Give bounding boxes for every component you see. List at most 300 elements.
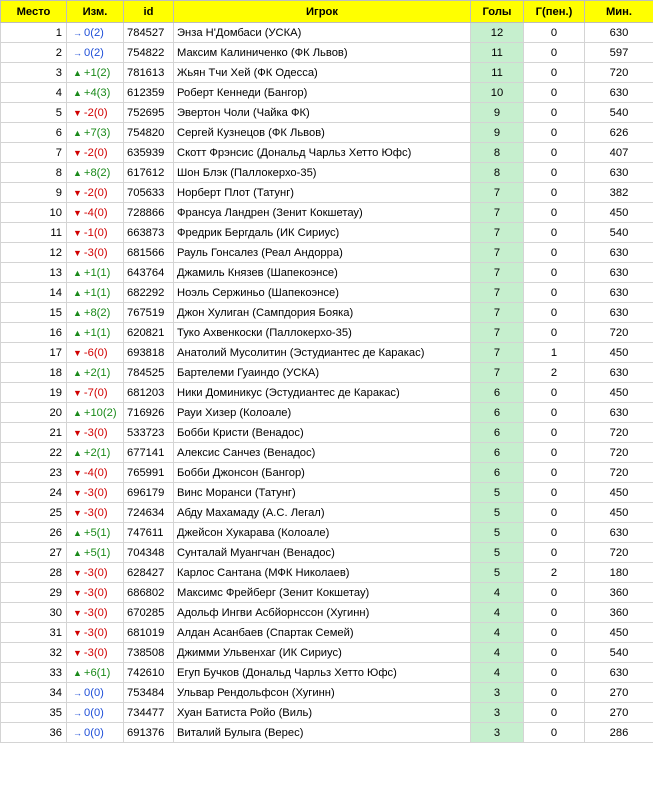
player-cell[interactable]: Анатолий Мусолитин (Эстудиантес де Каракас)	[174, 343, 471, 363]
table-row[interactable]	[1, 363, 653, 383]
minutes-cell[interactable]: 360	[585, 583, 653, 603]
change-cell[interactable]	[67, 383, 124, 403]
player-cell[interactable]: Эвертон Чоли (Чайка ФК)	[174, 103, 471, 123]
player-cell[interactable]: Джейсон Хукарава (Колоале)	[174, 523, 471, 543]
place-cell[interactable]: 12	[1, 243, 67, 263]
place-cell[interactable]: 35	[1, 703, 67, 723]
minutes-cell[interactable]: 180	[585, 563, 653, 583]
goals-cell[interactable]: 10	[471, 83, 524, 103]
penalty-goals-cell[interactable]: 0	[524, 323, 585, 343]
penalty-goals-cell[interactable]: 0	[524, 143, 585, 163]
player-cell[interactable]: Ульвар Рендольфсон (Хугинн)	[174, 683, 471, 703]
place-cell[interactable]: 31	[1, 623, 67, 643]
penalty-goals-cell[interactable]: 0	[524, 183, 585, 203]
penalty-goals-cell[interactable]: 0	[524, 643, 585, 663]
penalty-goals-cell[interactable]: 0	[524, 263, 585, 283]
penalty-goals-cell[interactable]: 0	[524, 63, 585, 83]
goals-cell[interactable]: 3	[471, 703, 524, 723]
penalty-goals-cell[interactable]: 0	[524, 163, 585, 183]
table-row[interactable]	[1, 423, 653, 443]
goals-cell[interactable]: 7	[471, 303, 524, 323]
table-row[interactable]	[1, 183, 653, 203]
goals-cell[interactable]: 5	[471, 523, 524, 543]
goals-cell[interactable]: 5	[471, 543, 524, 563]
goals-cell[interactable]: 7	[471, 183, 524, 203]
minutes-cell[interactable]: 382	[585, 183, 653, 203]
change-cell[interactable]	[67, 283, 124, 303]
player-cell[interactable]: Сунталай Муангчан (Венадос)	[174, 543, 471, 563]
place-cell[interactable]: 9	[1, 183, 67, 203]
player-cell[interactable]: Алдан Асанбаев (Спартак Семей)	[174, 623, 471, 643]
table-row[interactable]	[1, 443, 653, 463]
id-cell[interactable]: 781613	[124, 63, 174, 83]
table-row[interactable]	[1, 143, 653, 163]
minutes-cell[interactable]: 720	[585, 443, 653, 463]
minutes-cell[interactable]: 270	[585, 703, 653, 723]
table-row[interactable]	[1, 643, 653, 663]
minutes-cell[interactable]: 450	[585, 203, 653, 223]
header-player[interactable]: Игрок	[174, 1, 471, 23]
change-cell[interactable]	[67, 643, 124, 663]
player-cell[interactable]: Джон Хулиган (Сампдория Бояка)	[174, 303, 471, 323]
table-row[interactable]	[1, 563, 653, 583]
minutes-cell[interactable]: 720	[585, 323, 653, 343]
player-cell[interactable]: Егуп Бучков (Дональд Чарльз Хетто Юфс)	[174, 663, 471, 683]
minutes-cell[interactable]: 720	[585, 63, 653, 83]
player-cell[interactable]: Энза Н'Домбаси (УСКА)	[174, 23, 471, 43]
penalty-goals-cell[interactable]: 0	[524, 283, 585, 303]
penalty-goals-cell[interactable]: 0	[524, 403, 585, 423]
id-cell[interactable]: 670285	[124, 603, 174, 623]
id-cell[interactable]: 753484	[124, 683, 174, 703]
minutes-cell[interactable]: 630	[585, 163, 653, 183]
place-cell[interactable]: 6	[1, 123, 67, 143]
penalty-goals-cell[interactable]: 0	[524, 543, 585, 563]
place-cell[interactable]: 32	[1, 643, 67, 663]
minutes-cell[interactable]: 597	[585, 43, 653, 63]
id-cell[interactable]: 677141	[124, 443, 174, 463]
change-cell[interactable]	[67, 323, 124, 343]
change-cell[interactable]	[67, 583, 124, 603]
place-cell[interactable]: 20	[1, 403, 67, 423]
player-cell[interactable]: Норберт Плот (Татунг)	[174, 183, 471, 203]
player-cell[interactable]: Роберт Кеннеди (Бангор)	[174, 83, 471, 103]
place-cell[interactable]: 5	[1, 103, 67, 123]
player-cell[interactable]: Алексис Санчез (Венадос)	[174, 443, 471, 463]
place-cell[interactable]: 24	[1, 483, 67, 503]
penalty-goals-cell[interactable]: 0	[524, 703, 585, 723]
player-cell[interactable]: Жьян Тчи Хей (ФК Одесса)	[174, 63, 471, 83]
minutes-cell[interactable]: 626	[585, 123, 653, 143]
player-cell[interactable]: Рауль Гонсалез (Реал Андорра)	[174, 243, 471, 263]
id-cell[interactable]: 682292	[124, 283, 174, 303]
penalty-goals-cell[interactable]: 0	[524, 523, 585, 543]
goals-cell[interactable]: 8	[471, 163, 524, 183]
table-row[interactable]	[1, 263, 653, 283]
header-change[interactable]: Изм.	[67, 1, 124, 23]
place-cell[interactable]: 13	[1, 263, 67, 283]
goals-cell[interactable]: 11	[471, 63, 524, 83]
change-cell[interactable]	[67, 63, 124, 83]
id-cell[interactable]: 765991	[124, 463, 174, 483]
table-row[interactable]	[1, 243, 653, 263]
table-row[interactable]	[1, 523, 653, 543]
table-row[interactable]	[1, 583, 653, 603]
minutes-cell[interactable]: 360	[585, 603, 653, 623]
minutes-cell[interactable]: 630	[585, 303, 653, 323]
minutes-cell[interactable]: 630	[585, 523, 653, 543]
header-place[interactable]: Место	[1, 1, 67, 23]
penalty-goals-cell[interactable]: 0	[524, 623, 585, 643]
table-row[interactable]	[1, 23, 653, 43]
minutes-cell[interactable]: 630	[585, 23, 653, 43]
change-cell[interactable]	[67, 423, 124, 443]
table-row[interactable]	[1, 503, 653, 523]
header-minutes[interactable]: Мин.	[585, 1, 653, 23]
player-cell[interactable]: Сергей Кузнецов (ФК Львов)	[174, 123, 471, 143]
minutes-cell[interactable]: 450	[585, 623, 653, 643]
table-row[interactable]	[1, 403, 653, 423]
id-cell[interactable]: 628427	[124, 563, 174, 583]
id-cell[interactable]: 693818	[124, 343, 174, 363]
header-penalty-goals[interactable]: Г(пен.)	[524, 1, 585, 23]
id-cell[interactable]: 754820	[124, 123, 174, 143]
change-cell[interactable]	[67, 563, 124, 583]
place-cell[interactable]: 25	[1, 503, 67, 523]
id-cell[interactable]: 724634	[124, 503, 174, 523]
id-cell[interactable]: 742610	[124, 663, 174, 683]
table-row[interactable]	[1, 683, 653, 703]
place-cell[interactable]: 21	[1, 423, 67, 443]
table-row[interactable]	[1, 383, 653, 403]
penalty-goals-cell[interactable]: 0	[524, 303, 585, 323]
player-cell[interactable]: Скотт Фрэнсис (Дональд Чарльз Хетто Юфс)	[174, 143, 471, 163]
table-row[interactable]	[1, 63, 653, 83]
player-cell[interactable]: Ники Доминикус (Эстудиантес де Каракас)	[174, 383, 471, 403]
place-cell[interactable]: 27	[1, 543, 67, 563]
place-cell[interactable]: 1	[1, 23, 67, 43]
place-cell[interactable]: 14	[1, 283, 67, 303]
table-row[interactable]	[1, 343, 653, 363]
goals-cell[interactable]: 4	[471, 623, 524, 643]
player-cell[interactable]: Винс Моранси (Татунг)	[174, 483, 471, 503]
id-cell[interactable]: 681566	[124, 243, 174, 263]
change-cell[interactable]	[67, 663, 124, 683]
penalty-goals-cell[interactable]: 0	[524, 723, 585, 743]
table-row[interactable]	[1, 463, 653, 483]
table-row[interactable]	[1, 623, 653, 643]
goals-cell[interactable]: 7	[471, 343, 524, 363]
id-cell[interactable]: 734477	[124, 703, 174, 723]
place-cell[interactable]: 4	[1, 83, 67, 103]
place-cell[interactable]: 28	[1, 563, 67, 583]
penalty-goals-cell[interactable]: 0	[524, 603, 585, 623]
table-row[interactable]	[1, 303, 653, 323]
goals-cell[interactable]: 6	[471, 463, 524, 483]
penalty-goals-cell[interactable]: 0	[524, 83, 585, 103]
penalty-goals-cell[interactable]: 0	[524, 583, 585, 603]
penalty-goals-cell[interactable]: 0	[524, 203, 585, 223]
goals-cell[interactable]: 6	[471, 403, 524, 423]
minutes-cell[interactable]: 450	[585, 503, 653, 523]
change-value: +10(2)	[83, 406, 117, 419]
minutes-cell[interactable]: 720	[585, 423, 653, 443]
place-cell[interactable]: 33	[1, 663, 67, 683]
change-cell[interactable]	[67, 683, 124, 703]
place-cell[interactable]: 15	[1, 303, 67, 323]
change-cell[interactable]	[67, 243, 124, 263]
place-cell[interactable]: 16	[1, 323, 67, 343]
player-cell[interactable]: Бартелеми Гуаиндо (УСКА)	[174, 363, 471, 383]
change-cell[interactable]	[67, 183, 124, 203]
minutes-cell[interactable]: 540	[585, 103, 653, 123]
minutes-cell[interactable]: 540	[585, 643, 653, 663]
place-cell[interactable]: 29	[1, 583, 67, 603]
header-goals[interactable]: Голы	[471, 1, 524, 23]
minutes-cell[interactable]: 630	[585, 243, 653, 263]
player-cell[interactable]: Абду Махамаду (А.С. Легал)	[174, 503, 471, 523]
arrow-down-icon: ▼	[73, 227, 82, 238]
change-cell[interactable]	[67, 23, 124, 43]
table-row[interactable]	[1, 103, 653, 123]
player-cell[interactable]: Виталий Булыга (Верес)	[174, 723, 471, 743]
place-cell[interactable]: 30	[1, 603, 67, 623]
place-cell[interactable]: 23	[1, 463, 67, 483]
player-cell[interactable]: Бобби Джонсон (Бангор)	[174, 463, 471, 483]
goals-cell[interactable]: 7	[471, 223, 524, 243]
goals-cell[interactable]: 6	[471, 443, 524, 463]
change-cell[interactable]	[67, 543, 124, 563]
id-cell[interactable]: 617612	[124, 163, 174, 183]
penalty-goals-cell[interactable]: 2	[524, 563, 585, 583]
goals-cell[interactable]: 7	[471, 323, 524, 343]
table-row[interactable]	[1, 83, 653, 103]
id-cell[interactable]: 705633	[124, 183, 174, 203]
player-cell[interactable]: Франсуа Ландрен (Зенит Кокшетау)	[174, 203, 471, 223]
minutes-cell[interactable]: 540	[585, 223, 653, 243]
penalty-goals-cell[interactable]: 1	[524, 343, 585, 363]
change-cell[interactable]	[67, 723, 124, 743]
table-row[interactable]	[1, 483, 653, 503]
table-row[interactable]	[1, 323, 653, 343]
id-cell[interactable]: 754822	[124, 43, 174, 63]
id-cell[interactable]: 716926	[124, 403, 174, 423]
place-cell[interactable]: 10	[1, 203, 67, 223]
table-row[interactable]	[1, 123, 653, 143]
player-cell[interactable]: Адольф Ингви Асбйорнссон (Хугинн)	[174, 603, 471, 623]
change-cell[interactable]	[67, 403, 124, 423]
player-cell[interactable]: Хуан Батиста Ройо (Виль)	[174, 703, 471, 723]
penalty-goals-cell[interactable]: 0	[524, 383, 585, 403]
minutes-cell[interactable]: 630	[585, 283, 653, 303]
penalty-goals-cell[interactable]: 0	[524, 23, 585, 43]
player-cell[interactable]: Джимми Ульвенхаг (ИК Сириус)	[174, 643, 471, 663]
id-cell[interactable]: 663873	[124, 223, 174, 243]
minutes-cell[interactable]: 630	[585, 403, 653, 423]
player-cell[interactable]: Рауи Хизер (Колоале)	[174, 403, 471, 423]
change-cell[interactable]	[67, 363, 124, 383]
goals-cell[interactable]: 4	[471, 663, 524, 683]
id-cell[interactable]: 612359	[124, 83, 174, 103]
goals-cell[interactable]: 8	[471, 143, 524, 163]
arrow-up-icon: ▲	[73, 267, 82, 278]
id-cell[interactable]: 784527	[124, 23, 174, 43]
change-cell[interactable]	[67, 103, 124, 123]
player-cell[interactable]: Туко Ахвенкоски (Паллокерхо-35)	[174, 323, 471, 343]
table-row[interactable]	[1, 703, 653, 723]
goals-cell[interactable]: 6	[471, 423, 524, 443]
place-cell[interactable]: 34	[1, 683, 67, 703]
table-row[interactable]	[1, 283, 653, 303]
minutes-cell[interactable]: 450	[585, 483, 653, 503]
change-cell[interactable]	[67, 503, 124, 523]
place-cell[interactable]: 19	[1, 383, 67, 403]
goals-cell[interactable]: 4	[471, 583, 524, 603]
change-cell[interactable]	[67, 223, 124, 243]
goals-cell[interactable]: 9	[471, 103, 524, 123]
goals-cell[interactable]: 5	[471, 483, 524, 503]
arrow-up-icon: ▲	[73, 287, 82, 298]
place-cell[interactable]: 8	[1, 163, 67, 183]
table-row[interactable]	[1, 603, 653, 623]
minutes-cell[interactable]: 450	[585, 383, 653, 403]
id-cell[interactable]: 704348	[124, 543, 174, 563]
id-cell[interactable]: 643764	[124, 263, 174, 283]
minutes-cell[interactable]: 720	[585, 463, 653, 483]
goals-cell[interactable]: 5	[471, 503, 524, 523]
place-cell[interactable]: 22	[1, 443, 67, 463]
id-cell[interactable]: 767519	[124, 303, 174, 323]
table-row[interactable]	[1, 223, 653, 243]
penalty-goals-cell[interactable]: 0	[524, 683, 585, 703]
id-cell[interactable]: 691376	[124, 723, 174, 743]
minutes-cell[interactable]: 630	[585, 263, 653, 283]
penalty-goals-cell[interactable]: 0	[524, 483, 585, 503]
place-cell[interactable]: 3	[1, 63, 67, 83]
table-row[interactable]	[1, 163, 653, 183]
header-id[interactable]: id	[124, 1, 174, 23]
id-cell[interactable]: 686802	[124, 583, 174, 603]
minutes-cell[interactable]: 270	[585, 683, 653, 703]
id-cell[interactable]: 533723	[124, 423, 174, 443]
change-cell[interactable]	[67, 483, 124, 503]
goals-cell[interactable]: 9	[471, 123, 524, 143]
table-row[interactable]	[1, 43, 653, 63]
change-cell[interactable]	[67, 83, 124, 103]
goals-cell[interactable]: 6	[471, 383, 524, 403]
goals-cell[interactable]: 3	[471, 723, 524, 743]
penalty-goals-cell[interactable]: 0	[524, 243, 585, 263]
penalty-goals-cell[interactable]: 0	[524, 103, 585, 123]
penalty-goals-cell[interactable]: 0	[524, 43, 585, 63]
id-cell[interactable]: 784525	[124, 363, 174, 383]
penalty-goals-cell[interactable]: 0	[524, 463, 585, 483]
table-row[interactable]	[1, 663, 653, 683]
player-cell[interactable]: Максим Калиниченко (ФК Львов)	[174, 43, 471, 63]
minutes-cell[interactable]: 450	[585, 343, 653, 363]
player-cell[interactable]: Фредрик Бергдаль (ИК Сириус)	[174, 223, 471, 243]
change-cell[interactable]	[67, 463, 124, 483]
id-cell[interactable]: 728866	[124, 203, 174, 223]
change-cell[interactable]	[67, 603, 124, 623]
minutes-cell[interactable]: 720	[585, 543, 653, 563]
penalty-goals-cell[interactable]: 0	[524, 503, 585, 523]
id-cell[interactable]: 747611	[124, 523, 174, 543]
goals-cell[interactable]: 4	[471, 643, 524, 663]
player-cell[interactable]: Ноэль Сержиньо (Шапекоэнсе)	[174, 283, 471, 303]
table-row[interactable]	[1, 203, 653, 223]
player-cell[interactable]: Бобби Кристи (Венадос)	[174, 423, 471, 443]
player-cell[interactable]: Джамиль Князев (Шапекоэнсе)	[174, 263, 471, 283]
player-cell[interactable]: Карлос Сантана (МФК Николаев)	[174, 563, 471, 583]
player-cell[interactable]: Шон Блэк (Паллокерхо-35)	[174, 163, 471, 183]
minutes-cell[interactable]: 630	[585, 663, 653, 683]
change-cell[interactable]	[67, 43, 124, 63]
table-row[interactable]	[1, 723, 653, 743]
goals-cell[interactable]: 7	[471, 283, 524, 303]
minutes-cell[interactable]: 630	[585, 83, 653, 103]
change-cell[interactable]	[67, 523, 124, 543]
minutes-cell[interactable]: 286	[585, 723, 653, 743]
goals-cell[interactable]: 11	[471, 43, 524, 63]
penalty-goals-cell[interactable]: 0	[524, 123, 585, 143]
goals-cell[interactable]: 4	[471, 603, 524, 623]
place-cell[interactable]: 17	[1, 343, 67, 363]
id-cell[interactable]: 681019	[124, 623, 174, 643]
change-cell[interactable]	[67, 443, 124, 463]
penalty-goals-cell[interactable]: 0	[524, 443, 585, 463]
place-cell[interactable]: 26	[1, 523, 67, 543]
change-cell[interactable]	[67, 703, 124, 723]
penalty-goals-cell[interactable]: 0	[524, 223, 585, 243]
id-cell[interactable]: 696179	[124, 483, 174, 503]
change-cell[interactable]	[67, 203, 124, 223]
id-cell[interactable]: 752695	[124, 103, 174, 123]
place-cell[interactable]: 7	[1, 143, 67, 163]
minutes-cell[interactable]: 407	[585, 143, 653, 163]
id-cell[interactable]: 738508	[124, 643, 174, 663]
goals-cell[interactable]: 7	[471, 243, 524, 263]
penalty-goals-cell[interactable]: 2	[524, 363, 585, 383]
place-cell[interactable]: 2	[1, 43, 67, 63]
player-cell[interactable]: Максимс Фрейберг (Зенит Кокшетау)	[174, 583, 471, 603]
change-cell[interactable]	[67, 263, 124, 283]
change-cell[interactable]	[67, 163, 124, 183]
goals-cell[interactable]: 7	[471, 263, 524, 283]
goals-cell[interactable]: 12	[471, 23, 524, 43]
arrow-down-icon: ▼	[73, 647, 82, 658]
change-cell[interactable]	[67, 623, 124, 643]
change-cell[interactable]	[67, 123, 124, 143]
change-cell[interactable]	[67, 303, 124, 323]
goals-cell[interactable]: 7	[471, 363, 524, 383]
minutes-cell[interactable]: 630	[585, 363, 653, 383]
goals-cell[interactable]: 5	[471, 563, 524, 583]
goals-cell[interactable]: 7	[471, 203, 524, 223]
id-cell[interactable]: 635939	[124, 143, 174, 163]
place-cell[interactable]: 18	[1, 363, 67, 383]
goals-cell[interactable]: 3	[471, 683, 524, 703]
id-cell[interactable]: 681203	[124, 383, 174, 403]
table-row[interactable]	[1, 543, 653, 563]
place-cell[interactable]: 11	[1, 223, 67, 243]
penalty-goals-cell[interactable]: 0	[524, 663, 585, 683]
change-cell[interactable]	[67, 343, 124, 363]
change-cell[interactable]	[67, 143, 124, 163]
penalty-goals-cell[interactable]: 0	[524, 423, 585, 443]
id-cell[interactable]: 620821	[124, 323, 174, 343]
place-cell[interactable]: 36	[1, 723, 67, 743]
